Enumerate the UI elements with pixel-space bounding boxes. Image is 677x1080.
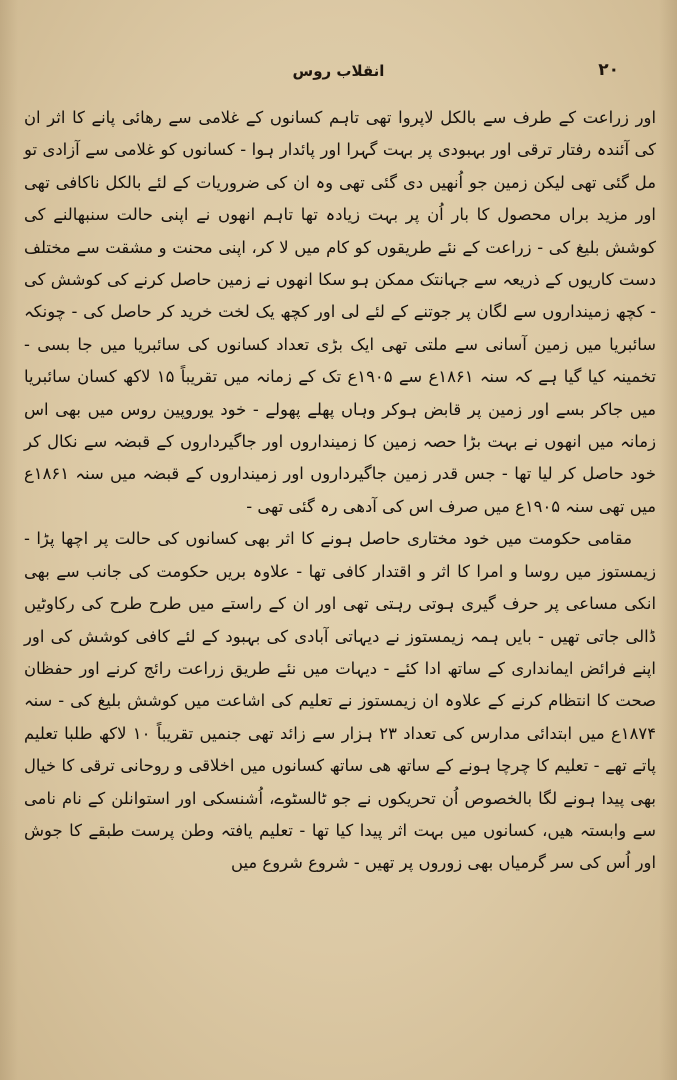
paragraph-2: مقامی حکومت میں خود مختاری حاصل ہونے کا اثر بھی کسانوں کی حالت پر اچھا پڑا - زیمستوز میں روسا و امرا کا اثر و اقتدار کافی تھا - علاوہ بریں حکومت کی جانب سے بھی انکی مساعی پر حرف گیری ہوتی رہتی تھی اور ان کے راستے میں طرح طرح کی رکاوٹیں ڈالی جاتی تھیں - بایں ہمہ زیمستوز نے دیہاتی آبادی کی بہبود کے لئے کافی کوشش کی اور اپنے فرائض ایمانداری کے ساتھ ادا کئے - دیہات میں نئے طریق زراعت رائج کرنے اور حفظان صحت کا انتظام کرنے کے علاوہ ان زیمستوز نے تعلیم کی اشاعت میں کوشش بلیغ کی - سنہ ۱۸۷۴ع میں ابتدائی مدارس کی تعداد ۲۳ ہزار سے زائد تھی جنمیں تقریباً ۱۰ لاکھ طلبا تعلیم پاتے تھے - تعلیم کا چرچا ہونے کے ساتھ ھی ساتھ کسانوں میں اخلاقی و روحانی ترقی کا خیال بھی پیدا ہونے لگا بالخصوص اُن تحریکوں نے جو ٹالسٹوے، اُشنسکی اور استوانلن کے نام نامی سے وابستہ ھیں، کسانوں میں بہت اثر پیدا کیا تھا - تعلیم یافتہ وطن پرست طبقے کا جوش اور اُس کی سر گرمیاں بھی زوروں پر تھیں - شروع شروع میں	[24, 529, 657, 873]
page-body	[24, 102, 656, 880]
running-title: انقلاب روس	[292, 62, 385, 80]
page-edge-left	[0, 0, 18, 1080]
page-edge-right	[659, 0, 677, 1080]
page-number: ۲۰	[598, 60, 619, 80]
page-header	[40, 60, 637, 90]
paragraph-1: اور زراعت کے طرف سے بالکل لاپروا تھی تاہم کسانوں کے غلامی سے رھائی پانے کا اثر ان کی آئندہ رفتار ترقی اور بہبودی پر بہت گہرا اور پائدار ہوا - کسانوں کو غلامی سے آزادی تو مل گئی تھی لیکن زمین جو اُنھیں دی گئی تھی وہ ان کی ضروریات کے لئے بالکل ناکافی تھی اور مزید براں محصول کا بار اُن پر بہت زیادہ تھا تاہم انھوں نے اپنی حالت سنبھالنے کی کوشش بلیغ کی - زراعت کے نئے طریقوں کو کام میں لا کر، اپنی محنت و مشقت سے مختلف دست کاریوں کے ذریعہ سے جہانتک ممکن ہو سکا انھوں نے زمین حاصل کرنے کی کوشش کی - کچھ زمینداروں سے لگان پر جوتنے کے لئے لی اور کچھ یک لخت خرید کر حاصل کی - چونکہ سائبریا میں زمین آسانی سے ملتی تھی ایک بڑی تعداد کسانوں کی سائبریا میں جا بسی - تخمینہ کیا گیا ہے کہ سنہ ۱۸۶۱ع سے ۱۹۰۵ع تک کے زمانہ میں تقریباً ۱۵ لاکھ کسان سائبریا میں جاکر بسے اور زمین پر قابض ہوکر وہاں پھلے پھولے - خود یوروپین روس میں بھی اس زمانہ میں انھوں نے بہت بڑا حصہ زمین کا زمینداروں اور جاگیرداروں کے قبضہ سے نکال کر خود حاصل کر لیا تھا - جس قدر زمین جاگیرداروں اور زمینداروں کے قبضہ میں سنہ ۱۸۶۱ع میں تھی سنہ ۱۹۰۵ع میں صرف اس کی آدھی رہ گئی تھی -	[24, 108, 656, 516]
